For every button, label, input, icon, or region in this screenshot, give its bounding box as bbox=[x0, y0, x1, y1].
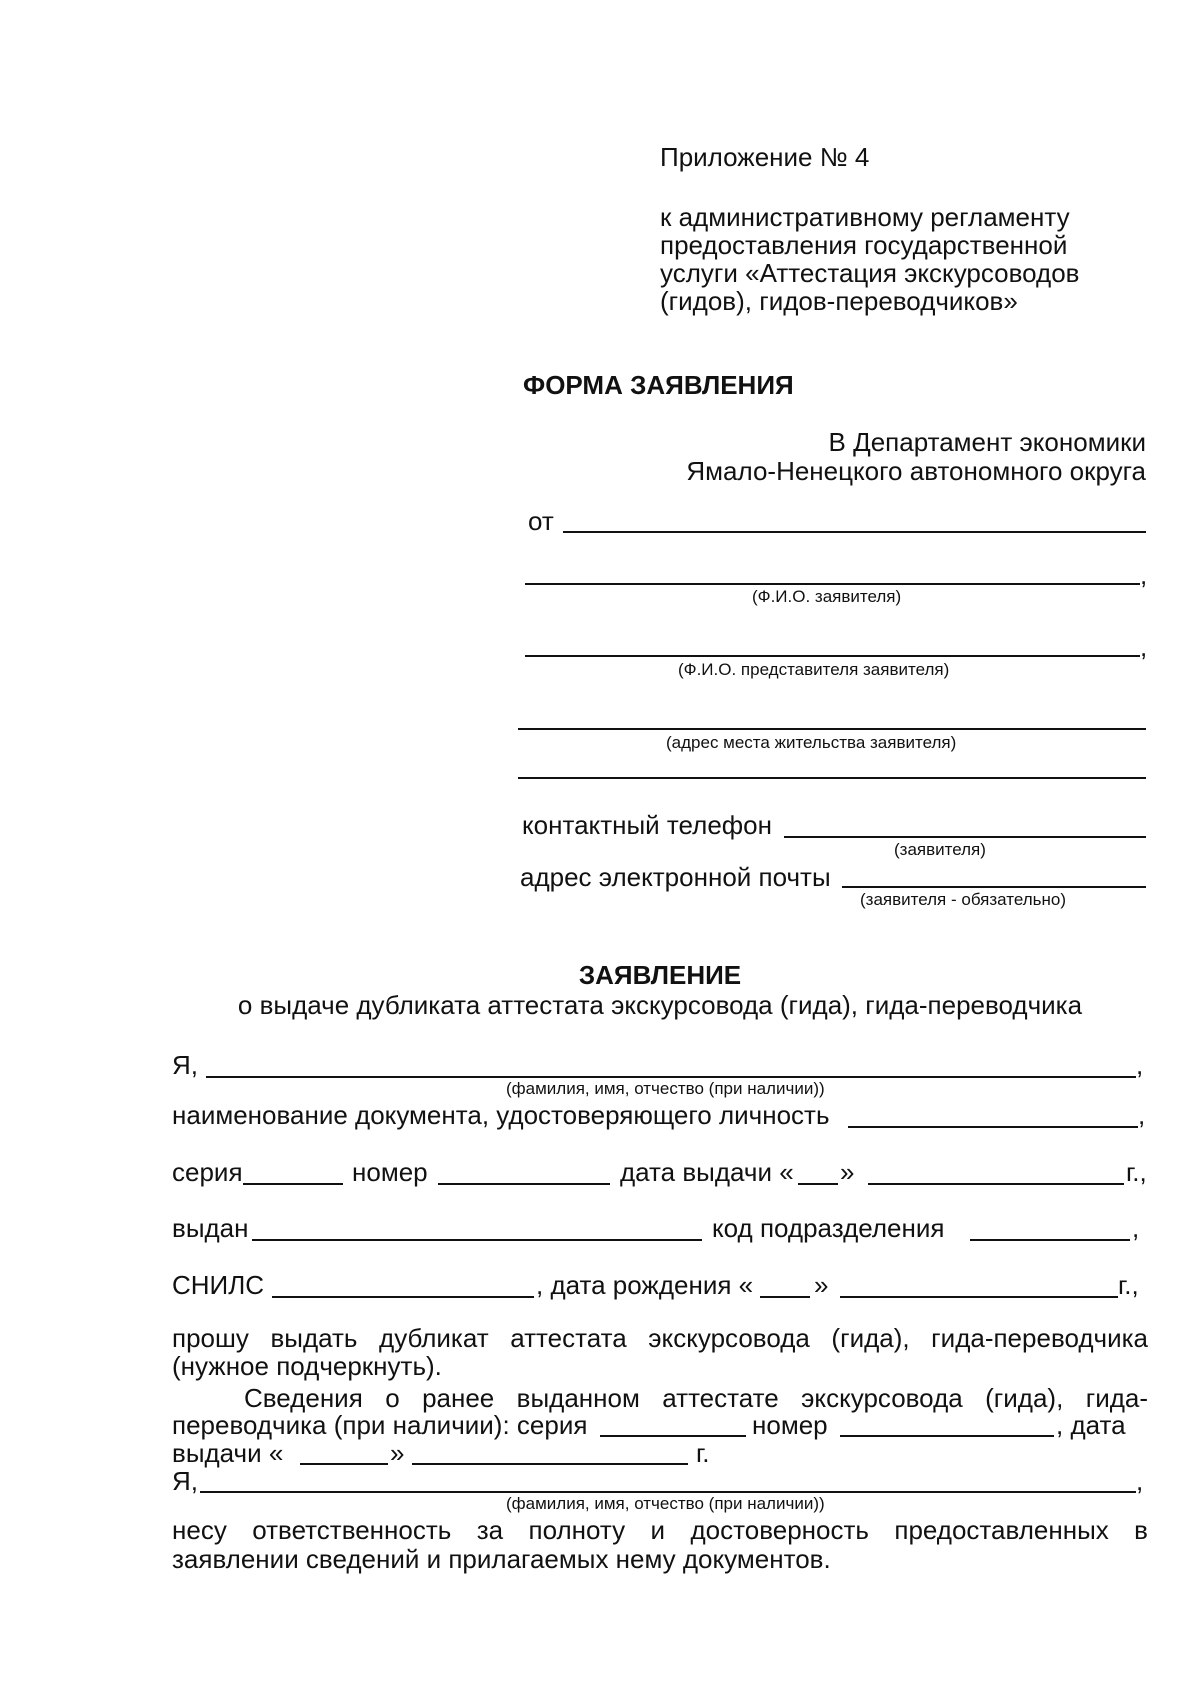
issued-by-field[interactable] bbox=[252, 1239, 702, 1241]
snils-field[interactable] bbox=[272, 1296, 534, 1298]
doc-label: наименование документа, удостоверяющего личность bbox=[172, 1100, 830, 1130]
number-label: номер bbox=[352, 1157, 428, 1187]
doc-comma: , bbox=[1138, 1100, 1146, 1130]
prev-cert-number-label: номер bbox=[752, 1410, 828, 1440]
issue-quote-close: » bbox=[840, 1157, 855, 1187]
issue-year-suffix: г., bbox=[1126, 1157, 1147, 1187]
email-label: адрес электронной почты bbox=[520, 862, 831, 892]
responsibility-line-2: заявлении сведений и прилагаемых нему документов. bbox=[172, 1544, 831, 1574]
request-line-2: (нужное подчеркнуть). bbox=[172, 1351, 442, 1381]
email-caption: (заявителя - обязательно) bbox=[860, 890, 1067, 909]
form-title: ФОРМА ЗАЯВЛЕНИЯ bbox=[523, 370, 794, 400]
prev-cert-series-field[interactable] bbox=[600, 1435, 746, 1437]
applicant-comma: , bbox=[1140, 560, 1148, 590]
phone-caption: (заявителя) bbox=[894, 840, 986, 859]
applicant-caption: (Ф.И.О. заявителя) bbox=[752, 587, 902, 606]
appendix-text-line-1: к административному регламенту bbox=[660, 202, 1070, 232]
birth-day-field[interactable] bbox=[760, 1296, 810, 1298]
division-comma: , bbox=[1132, 1213, 1140, 1243]
series-label: серия bbox=[172, 1157, 243, 1187]
full-name-comma-2: , bbox=[1136, 1466, 1144, 1496]
birth-year-suffix: г., bbox=[1118, 1270, 1139, 1300]
prev-cert-series-label: переводчика (при наличии): серия bbox=[172, 1410, 588, 1440]
ya-label-2: Я, bbox=[172, 1466, 198, 1496]
from-label: от bbox=[528, 506, 554, 536]
address-field-line-2[interactable] bbox=[518, 777, 1146, 779]
full-name-caption-1: (фамилия, имя, отчество (при наличии)) bbox=[506, 1079, 825, 1098]
doc-name-field[interactable] bbox=[848, 1126, 1138, 1128]
representative-comma: , bbox=[1140, 632, 1148, 662]
ya-label-1: Я, bbox=[172, 1050, 198, 1080]
email-field[interactable] bbox=[842, 886, 1146, 888]
series-field[interactable] bbox=[243, 1183, 343, 1185]
prev-cert-issue-month-year-field[interactable] bbox=[412, 1463, 688, 1465]
from-name-field[interactable] bbox=[563, 531, 1146, 533]
appendix-text-line-4: (гидов), гидов-переводчиков» bbox=[660, 286, 1018, 316]
birth-date-label: , дата рождения « bbox=[536, 1270, 754, 1300]
statement-subtitle: о выдаче дубликата аттестата экскурсовода (гида), гида-переводчика bbox=[237, 990, 1083, 1020]
birth-month-year-field[interactable] bbox=[840, 1296, 1118, 1298]
full-name-comma-1: , bbox=[1136, 1050, 1144, 1080]
appendix-number: Приложение № 4 bbox=[660, 142, 870, 172]
prev-cert-issue-label: выдачи « bbox=[172, 1438, 284, 1468]
full-name-field-2[interactable] bbox=[200, 1491, 1136, 1493]
prev-cert-date-label: , дата bbox=[1056, 1410, 1126, 1440]
addressee-line-2: Ямало-Ненецкого автономного округа bbox=[686, 456, 1146, 486]
address-field-line-1[interactable] bbox=[518, 728, 1146, 730]
representative-caption: (Ф.И.О. представителя заявителя) bbox=[678, 660, 950, 679]
representative-name-field[interactable] bbox=[525, 655, 1140, 657]
statement-title: ЗАЯВЛЕНИЕ bbox=[578, 960, 742, 990]
birth-quote-close: » bbox=[814, 1270, 829, 1300]
issue-month-year-field[interactable] bbox=[868, 1183, 1124, 1185]
issue-day-field[interactable] bbox=[798, 1183, 838, 1185]
division-label: код подразделения bbox=[712, 1213, 945, 1243]
number-field[interactable] bbox=[438, 1183, 610, 1185]
addressee-line-1: В Департамент экономики bbox=[828, 427, 1146, 457]
request-line-1: прошу выдать дубликат аттестата экскурсовода (гида), гида-переводчика bbox=[172, 1323, 1148, 1353]
prev-cert-year-suffix: г. bbox=[696, 1438, 710, 1468]
phone-field[interactable] bbox=[784, 836, 1146, 838]
address-caption: (адрес места жительства заявителя) bbox=[666, 733, 957, 752]
appendix-text-line-2: предоставления государственной bbox=[660, 230, 1068, 260]
issue-date-label: дата выдачи « bbox=[620, 1157, 794, 1187]
snils-label: СНИЛС bbox=[172, 1270, 265, 1300]
full-name-field-1[interactable] bbox=[206, 1076, 1136, 1078]
prev-cert-quote-close: » bbox=[390, 1438, 405, 1468]
appendix-text-line-3: услуги «Аттестация экскурсоводов bbox=[660, 258, 1080, 288]
full-name-caption-2: (фамилия, имя, отчество (при наличии)) bbox=[506, 1494, 825, 1513]
responsibility-line-1: несу ответственность за полноту и достоверность предоставленных в bbox=[172, 1515, 1148, 1545]
prev-cert-issue-day-field[interactable] bbox=[300, 1463, 388, 1465]
prev-cert-number-field[interactable] bbox=[840, 1435, 1054, 1437]
issued-label: выдан bbox=[172, 1213, 249, 1243]
phone-label: контактный телефон bbox=[522, 810, 772, 840]
prev-cert-line-1: Сведения о ранее выданном аттестате экскурсовода (гида), гида- bbox=[244, 1383, 1148, 1413]
division-code-field[interactable] bbox=[970, 1239, 1130, 1241]
applicant-name-field[interactable] bbox=[525, 583, 1140, 585]
